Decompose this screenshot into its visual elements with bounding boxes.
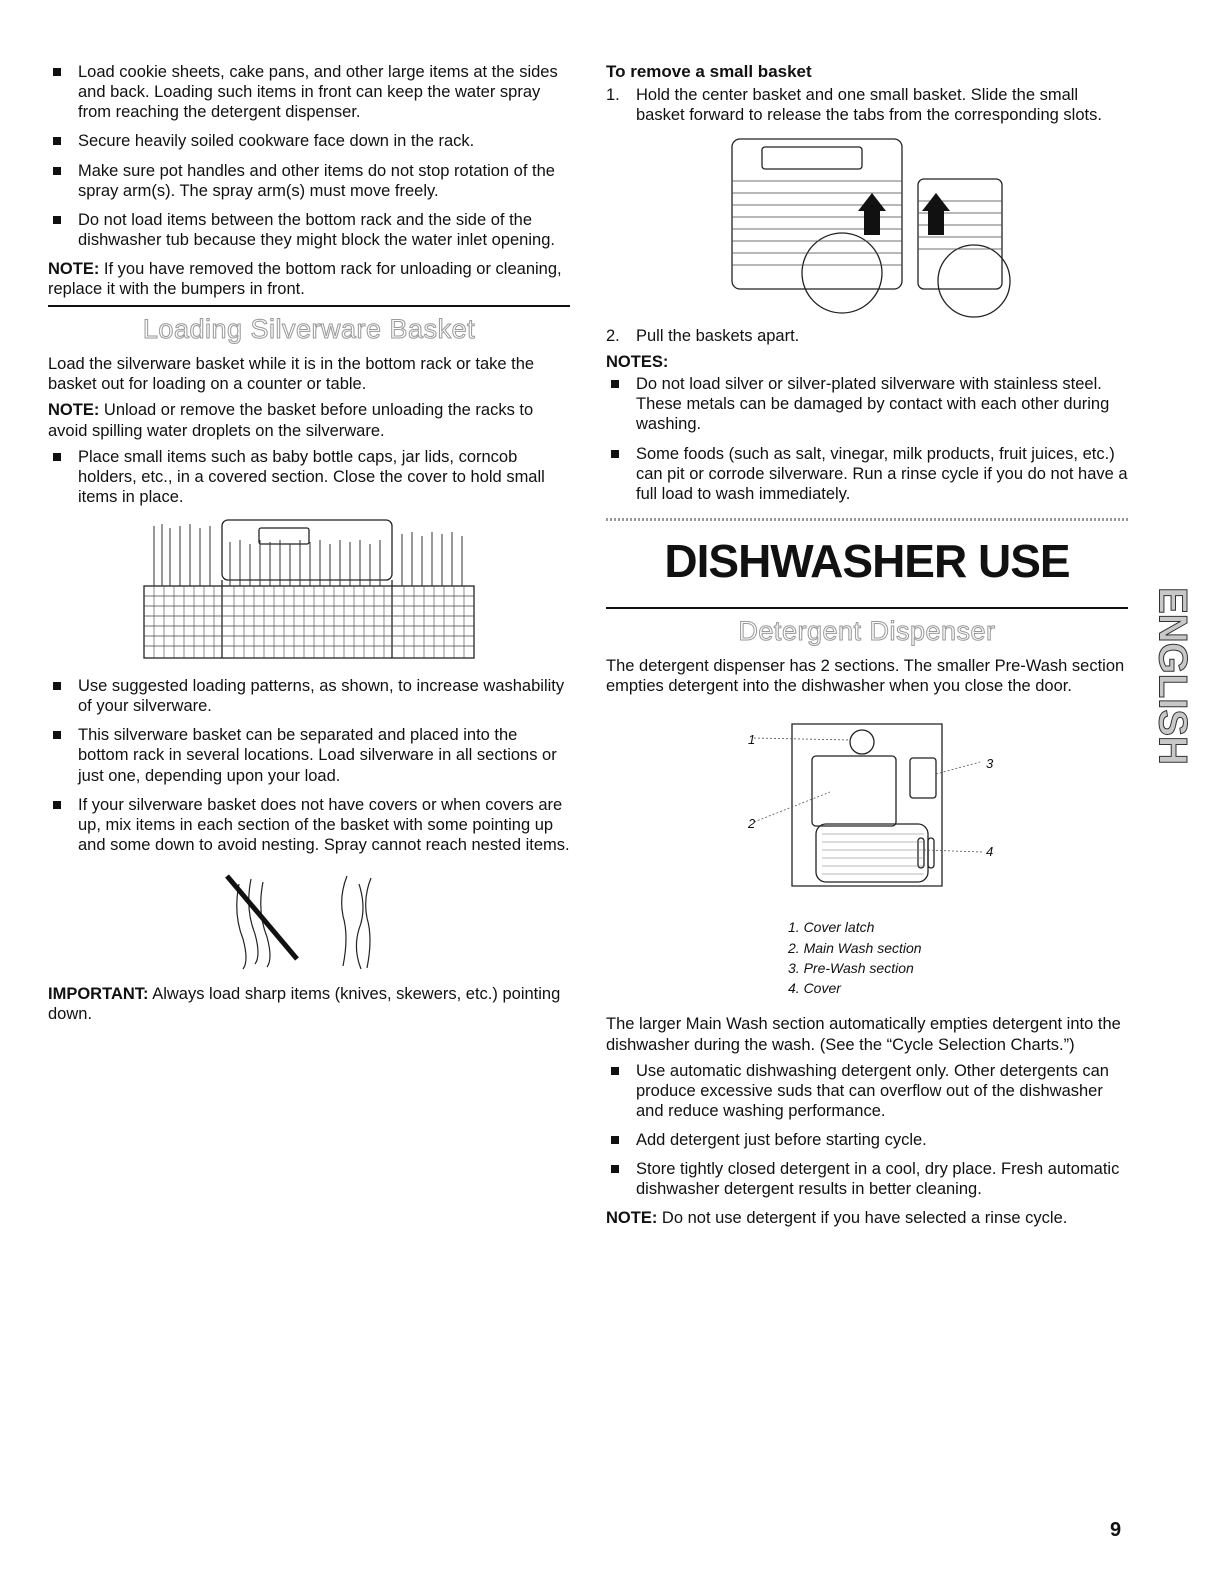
callout-3: 3 xyxy=(986,756,994,772)
section-divider xyxy=(606,607,1128,609)
section-title-silverware: Loading Silverware Basket xyxy=(142,314,476,345)
figure-captions xyxy=(788,917,1128,998)
list-item: 2. Pull the baskets apart. xyxy=(606,326,800,345)
list-item: Secure heavily soiled cookware face down in the rack. xyxy=(48,131,570,151)
silverware-intro: Load the silverware basket while it is in the bottom rack or take the basket out for loading on a counter or table. xyxy=(48,355,535,394)
list-item: Place small items such as baby bottle caps, jar lids, corncob holders, etc., in a covered section. Close the cover to hold small items in place. xyxy=(48,447,570,507)
language-side-tab xyxy=(1150,563,1195,790)
list-item: If your silverware basket does not have covers or when covers are up, mix items in each section of the basket with some pointing up and some down to avoid nesting. Spray cannot reach nested items. xyxy=(48,795,570,855)
dispenser-illustration xyxy=(746,716,996,901)
bullet-list-place xyxy=(48,447,570,507)
bullet-square-icon xyxy=(53,731,61,739)
steps-list-continued xyxy=(606,326,1128,346)
bullet-square-icon xyxy=(53,453,61,461)
dispenser-intro: The detergent dispenser has 2 sections. The smaller Pre-Wash section empties detergent into the dishwasher when you close the door. xyxy=(606,657,1125,696)
dotted-divider xyxy=(606,518,1128,521)
bullet-square-icon xyxy=(53,216,61,224)
bullet-list-patterns xyxy=(48,676,570,855)
list-item: Add detergent just before starting cycle. xyxy=(606,1130,1128,1150)
chapter-heading: DISHWASHER USE xyxy=(664,534,1070,587)
silverware-basket-illustration xyxy=(134,516,484,666)
caption-item: 2. Main Wash section xyxy=(788,939,922,956)
callout-1: 1 xyxy=(748,732,756,748)
callout-2: 2 xyxy=(748,816,756,832)
steps-list xyxy=(606,85,1128,125)
detergent-bullets xyxy=(606,1061,1128,1200)
right-column xyxy=(606,62,1128,1235)
bullet-square-icon xyxy=(53,137,61,145)
caption-item: 3. Pre-Wash section xyxy=(788,959,914,976)
subhead-remove-basket: To remove a small basket xyxy=(606,62,812,81)
bullet-square-icon xyxy=(53,682,61,690)
list-item: Load cookie sheets, cake pans, and other large items at the sides and back. Loading such items in front can keep the water spray from reaching the detergent dispenser. xyxy=(48,62,570,122)
important-note: IMPORTANT: Always load sharp items (knives, skewers, etc.) pointing down. xyxy=(48,985,561,1024)
list-item: Use suggested loading patterns, as shown, to increase washability of your silverware. xyxy=(48,676,570,716)
bullet-square-icon xyxy=(611,1067,619,1075)
left-column xyxy=(48,62,570,1030)
bullet-square-icon xyxy=(611,1136,619,1144)
side-tab-label: ENGLISH xyxy=(1150,587,1195,765)
bullet-list-loading xyxy=(48,62,570,250)
dispenser-figure xyxy=(606,702,1128,917)
list-item: Some foods (such as salt, vinegar, milk products, fruit juices, etc.) can pit or corrode silverware. Run a rinse cycle if you do not have a full load to wash immediately. xyxy=(606,444,1128,504)
list-item: Make sure pot handles and other items do not stop rotation of the spray arm(s). The spray arm(s) must move freely. xyxy=(48,161,570,201)
note-rack: NOTE: If you have removed the bottom rack for unloading or cleaning, replace it with the bumpers in front. xyxy=(48,260,562,299)
bullet-square-icon xyxy=(611,380,619,388)
note-unload: NOTE: Unload or remove the basket before unloading the racks to avoid spilling water droplets on the silverware. xyxy=(48,401,534,440)
bullet-square-icon xyxy=(53,801,61,809)
bullet-square-icon xyxy=(53,167,61,175)
bullet-square-icon xyxy=(611,1165,619,1173)
nesting-illustration xyxy=(219,864,399,974)
caption-item: 1. Cover latch xyxy=(788,919,875,936)
list-item: This silverware basket can be separated and placed into the bottom rack in several locations. Load silverware in all sections or just one, depending upon your load. xyxy=(48,725,570,785)
main-wash-text: The larger Main Wash section automatically empties detergent into the dishwasher during the wash. (See the “Cycle Selection Charts.”) xyxy=(606,1015,1121,1054)
list-item: Use automatic dishwashing detergent only. Other detergents can produce excessive suds that can overflow out of the dishwasher and reduce washing performance. xyxy=(606,1061,1128,1121)
callout-4: 4 xyxy=(986,844,994,860)
caption-item: 4. Cover xyxy=(788,980,841,997)
small-basket-illustration xyxy=(722,131,1012,326)
list-item: Do not load silver or silver-plated silverware with stainless steel. These metals can be damaged by contact with each other during washing. xyxy=(606,374,1128,434)
list-item: Store tightly closed detergent in a cool, dry place. Fresh automatic dishwasher detergent results in better cleaning. xyxy=(606,1159,1128,1199)
notes-list xyxy=(606,374,1128,504)
notes-label: NOTES: xyxy=(606,353,669,372)
list-item: 1. Hold the center basket and one small basket. Slide the small basket forward to release the tabs from the corresponding slots. xyxy=(606,85,1102,124)
list-item: Do not load items between the bottom rack and the side of the dishwasher tub because they might block the water inlet opening. xyxy=(48,210,570,250)
page-number: 9 xyxy=(1110,1519,1122,1541)
section-divider xyxy=(48,305,570,307)
bullet-square-icon xyxy=(611,450,619,458)
note-rinse: NOTE: Do not use detergent if you have selected a rinse cycle. xyxy=(606,1209,1068,1228)
section-title-detergent: Detergent Dispenser xyxy=(738,616,996,647)
bullet-square-icon xyxy=(53,68,61,76)
